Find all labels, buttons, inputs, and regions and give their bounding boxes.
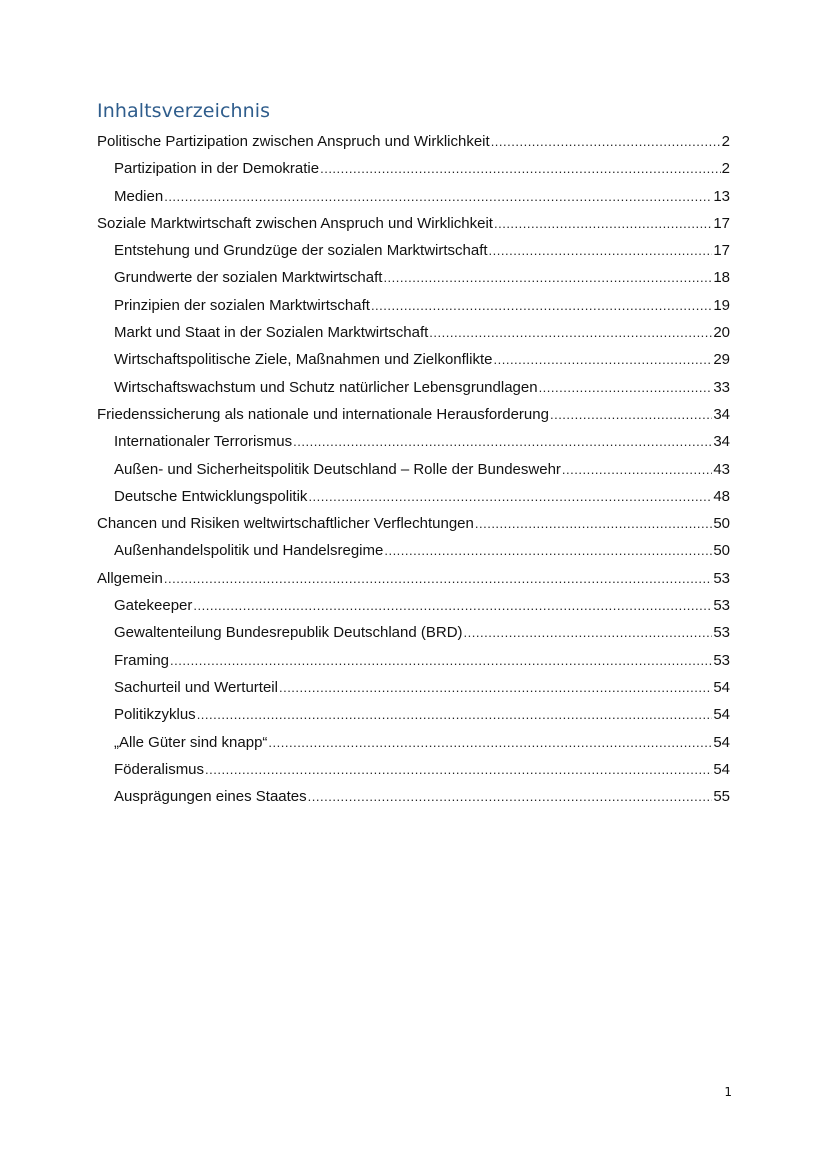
toc-entry-title: Chancen und Risiken weltwirtschaftlicher Verflechtungen [97, 515, 474, 533]
toc-entry-page: 55 [713, 788, 730, 806]
toc-entry-page: 43 [713, 460, 730, 478]
toc-entry-page: 54 [713, 706, 730, 724]
toc-entry-title: Prinzipien der sozialen Marktwirtschaft [114, 296, 370, 314]
toc-dot-leader [475, 510, 712, 537]
toc-entry-page: 50 [713, 515, 730, 533]
toc-entry-title: Partizipation in der Demokratie [114, 160, 320, 178]
toc-dot-leader [197, 701, 713, 728]
toc-entry-page: 19 [713, 296, 730, 314]
toc-entry-page: 29 [713, 351, 730, 369]
toc-entry-title: Gewaltenteilung Bundesrepublik Deutschland (BRD) [114, 624, 463, 642]
toc-entry-page: 54 [713, 733, 730, 751]
toc-entry-title: Entstehung und Grundzüge der sozialen Marktwirtschaft [114, 242, 488, 260]
toc-entry[interactable] [97, 401, 730, 428]
toc-entry[interactable] [97, 346, 730, 373]
toc-entry[interactable] [97, 565, 730, 592]
toc-entry-page: 53 [713, 597, 730, 615]
toc-entry-page: 34 [713, 433, 730, 451]
toc-entry-title: Wirtschaftswachstum und Schutz natürlicher Lebensgrundlagen [114, 378, 538, 396]
toc-dot-leader [170, 647, 712, 674]
toc-entry-title: Politische Partizipation zwischen Anspruch und Wirklichkeit [97, 133, 490, 150]
toc-entry-page: 18 [713, 269, 730, 287]
toc-entry-title: Grundwerte der sozialen Marktwirtschaft [114, 269, 383, 287]
toc-entry-page: 53 [713, 569, 730, 587]
toc-entry-page: 50 [713, 542, 730, 560]
toc-entry[interactable] [97, 456, 730, 483]
toc-dot-leader [308, 483, 712, 510]
toc-entry[interactable] [97, 128, 730, 155]
toc-entry[interactable] [97, 292, 730, 319]
toc-dot-leader [320, 155, 721, 182]
toc-entry-title: Ausprägungen eines Staates [114, 788, 307, 806]
toc-entry[interactable] [97, 483, 730, 510]
toc-entry-title: Außenhandelspolitik und Handelsregime [114, 542, 384, 560]
toc-entry[interactable] [97, 374, 730, 401]
toc-dot-leader [164, 183, 712, 210]
toc-entry[interactable] [97, 701, 730, 728]
toc-entry-page: 20 [713, 324, 730, 342]
toc-dot-leader [279, 674, 712, 701]
toc-entry-page: 54 [713, 760, 730, 778]
toc-dot-leader [494, 346, 713, 373]
toc-entry-title: Sachurteil und Werturteil [114, 678, 278, 696]
toc-entry[interactable] [97, 428, 730, 455]
toc-entry-page: 17 [713, 242, 730, 260]
toc-entry[interactable] [97, 264, 730, 291]
toc-entry[interactable] [97, 183, 730, 210]
toc-entry[interactable] [97, 729, 730, 756]
toc-dot-leader [464, 619, 713, 646]
toc-entry-title: Framing [114, 651, 170, 669]
toc-dot-leader [562, 456, 712, 483]
toc-dot-leader [550, 401, 712, 428]
toc-dot-leader [308, 783, 713, 810]
toc-dot-leader [429, 319, 712, 346]
toc-heading: Inhaltsverzeichnis [97, 100, 271, 122]
toc-entry-title: Internationaler Terrorismus [114, 433, 293, 451]
toc-entry[interactable] [97, 210, 730, 237]
toc-dot-leader [293, 428, 712, 455]
toc-entry[interactable] [97, 237, 730, 264]
toc-entry-title: Soziale Marktwirtschaft zwischen Anspruch und Wirklichkeit [97, 214, 493, 232]
toc-dot-leader [491, 128, 721, 155]
toc-entry-title: Gatekeeper [114, 597, 193, 615]
toc-entry-page: 2 [721, 133, 730, 150]
toc-entry[interactable] [97, 319, 730, 346]
toc-entry[interactable] [97, 756, 730, 783]
table-of-contents [97, 128, 730, 810]
toc-entry-title: Deutsche Entwicklungspolitik [114, 487, 308, 505]
toc-dot-leader [539, 374, 713, 401]
toc-entry-page: 33 [713, 378, 730, 396]
page-number: 1 [724, 1085, 732, 1099]
toc-entry[interactable] [97, 619, 730, 646]
toc-entry-title: Friedenssicherung als nationale und internationale Herausforderung [97, 405, 549, 423]
toc-entry[interactable] [97, 510, 730, 537]
toc-entry[interactable] [97, 592, 730, 619]
toc-entry-title: Außen- und Sicherheitspolitik Deutschland – Rolle der Bundeswehr [114, 460, 561, 478]
toc-dot-leader [384, 537, 712, 564]
toc-dot-leader [383, 264, 712, 291]
toc-entry-title: Medien [114, 187, 164, 205]
toc-entry-page: 53 [713, 624, 730, 642]
toc-entry[interactable] [97, 674, 730, 701]
toc-entry-page: 17 [713, 214, 730, 232]
toc-entry-title: Markt und Staat in der Sozialen Marktwirtschaft [114, 324, 429, 342]
toc-entry-page: 53 [713, 651, 730, 669]
toc-dot-leader [494, 210, 712, 237]
toc-entry-title: Allgemein [97, 569, 163, 587]
toc-entry-title: Politikzyklus [114, 706, 196, 724]
toc-entry[interactable] [97, 155, 730, 182]
toc-dot-leader [268, 729, 712, 756]
toc-entry[interactable] [97, 647, 730, 674]
toc-entry[interactable] [97, 537, 730, 564]
toc-entry-title: Wirtschaftspolitische Ziele, Maßnahmen und Zielkonflikte [114, 351, 493, 369]
toc-entry-page: 13 [713, 187, 730, 205]
toc-entry-page: 34 [713, 405, 730, 423]
toc-entry-page: 48 [713, 487, 730, 505]
toc-entry[interactable] [97, 783, 730, 810]
toc-entry-title: Föderalismus [114, 760, 205, 778]
toc-dot-leader [205, 756, 712, 783]
toc-entry-page: 54 [713, 678, 730, 696]
toc-dot-leader [371, 292, 712, 319]
toc-entry-page: 2 [721, 160, 730, 178]
toc-dot-leader [489, 237, 713, 264]
toc-dot-leader [164, 565, 712, 592]
toc-entry-title: „Alle Güter sind knapp“ [114, 733, 268, 751]
toc-dot-leader [193, 592, 712, 619]
